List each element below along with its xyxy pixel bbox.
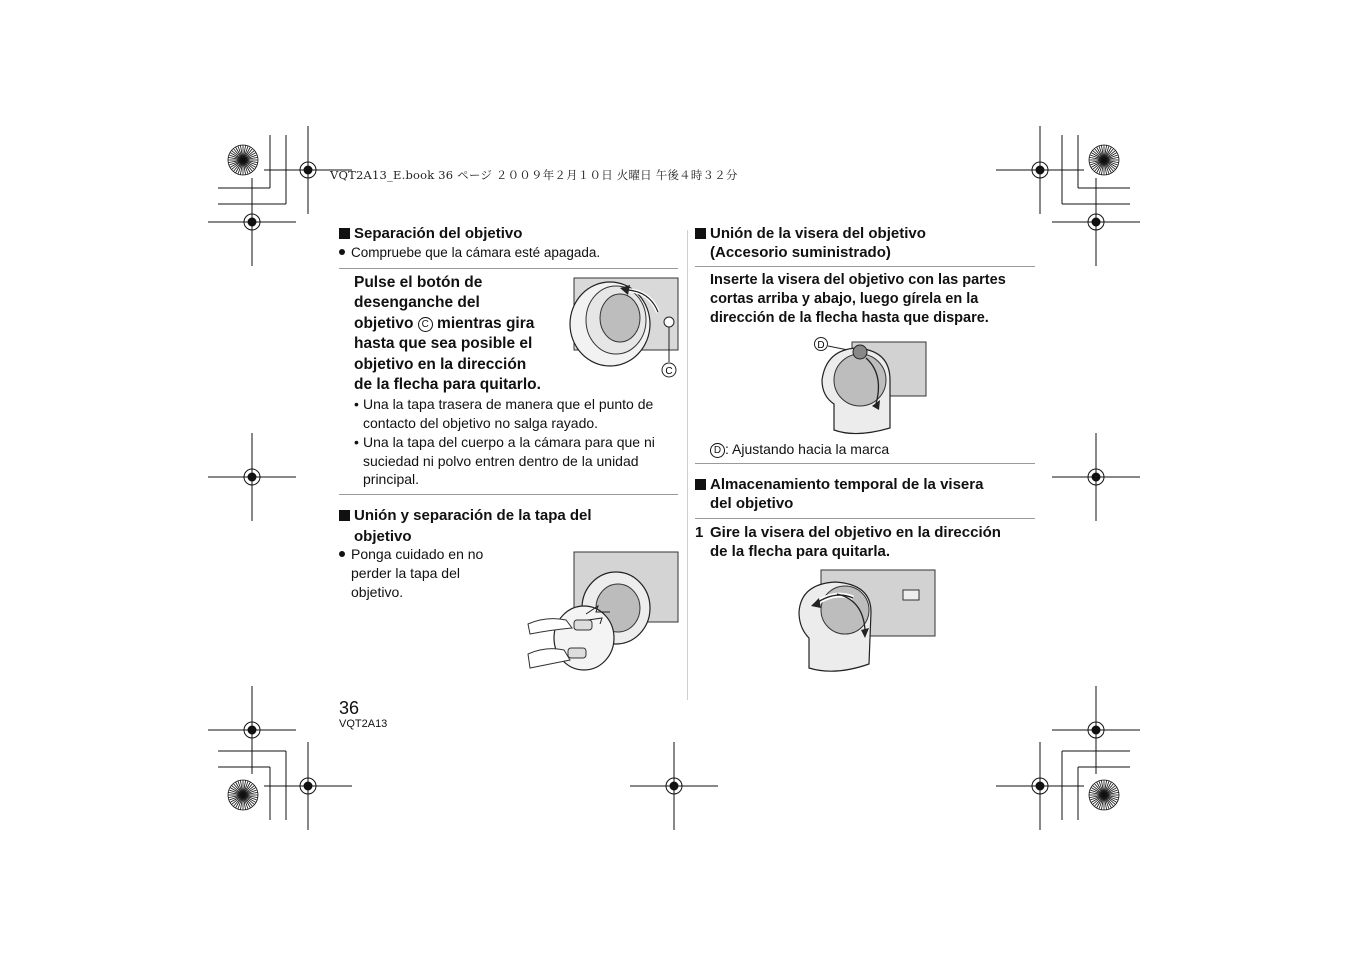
callout-d-label: D <box>817 340 825 351</box>
divider <box>695 463 1035 464</box>
divider <box>339 494 678 495</box>
crosshair-mark <box>996 742 1084 830</box>
page-number: 36 <box>339 698 360 718</box>
step-number: 1 <box>695 524 704 541</box>
caption-hood-mark: D : Ajustando hacia la marca <box>710 440 889 459</box>
crosshair-mark <box>630 742 718 830</box>
list-item: • Una la tapa trasera de manera que el punto de contacto del objetivo no salga rayado. <box>354 395 678 432</box>
section-title-hood-attach: Unión de la visera del objetivo (Accesorio suministrado) <box>695 224 1035 262</box>
crosshair-mark <box>1052 178 1140 266</box>
note-lens-cap: Ponga cuidado en no perder la tapa del objetivo. <box>339 545 519 602</box>
step-1: 1 Gire la visera del objetivo en la dirección de la flecha para quitarla. <box>695 524 1001 560</box>
lens-removal-bullets <box>354 395 678 489</box>
hood-attach-illustration <box>812 334 930 438</box>
lens-cap-illustration <box>526 550 680 676</box>
note-camera-off: Compruebe que la cámara esté apagada. <box>339 244 600 263</box>
dot-bullet-icon <box>339 551 345 557</box>
hood-removal-illustration <box>795 568 937 676</box>
dot-bullet-icon <box>339 249 345 255</box>
document-code: VQT2A13 <box>339 718 388 730</box>
section-title-hood-storage: Almacenamiento temporal de la visera del objetivo <box>695 475 1035 513</box>
section-title-lens-cap: Unión y separación de la tapa del objetivo <box>339 505 659 547</box>
instruction-hood-attach: Inserte la visera del objetivo con las partes cortas arriba y abajo, luego gírela en la dirección de la flecha hasta que dispare. <box>710 272 1006 326</box>
divider <box>695 266 1035 267</box>
starburst-mark <box>228 780 258 810</box>
section-title-lens-removal: Separación del objetivo <box>339 224 522 243</box>
callout-c-label: C <box>665 366 673 377</box>
callout-d-icon: D <box>710 443 725 458</box>
divider <box>339 268 678 269</box>
square-bullet-icon <box>695 228 706 239</box>
callout-c-icon: C <box>418 317 433 332</box>
square-bullet-icon <box>339 510 350 521</box>
crosshair-mark <box>1052 433 1140 521</box>
lens-removal-illustration <box>568 276 680 380</box>
starburst-mark <box>1089 780 1119 810</box>
crosshair-mark <box>208 433 296 521</box>
print-header-line: VQT2A13_E.book 36 ページ ２００９年２月１０日 火曜日 午後４時３２分 <box>330 168 738 182</box>
crosshair-mark <box>264 742 352 830</box>
starburst-mark <box>228 145 258 175</box>
crosshair-mark <box>208 686 296 774</box>
square-bullet-icon <box>695 479 706 490</box>
column-divider <box>687 230 688 700</box>
crosshair-mark <box>1052 686 1140 774</box>
starburst-mark <box>1089 145 1119 175</box>
list-item: • Una la tapa del cuerpo a la cámara para que ni suciedad ni polvo entren dentro de la unidad principal. <box>354 433 678 489</box>
crosshair-mark <box>996 126 1084 214</box>
instruction-lens-removal: Pulse el botón de desenganche del objetivo C mientras gira hasta que sea posible el objetivo en la dirección de la flecha para quitarlo. <box>354 274 541 394</box>
crosshair-mark <box>208 178 296 266</box>
square-bullet-icon <box>339 228 350 239</box>
divider <box>695 518 1035 519</box>
